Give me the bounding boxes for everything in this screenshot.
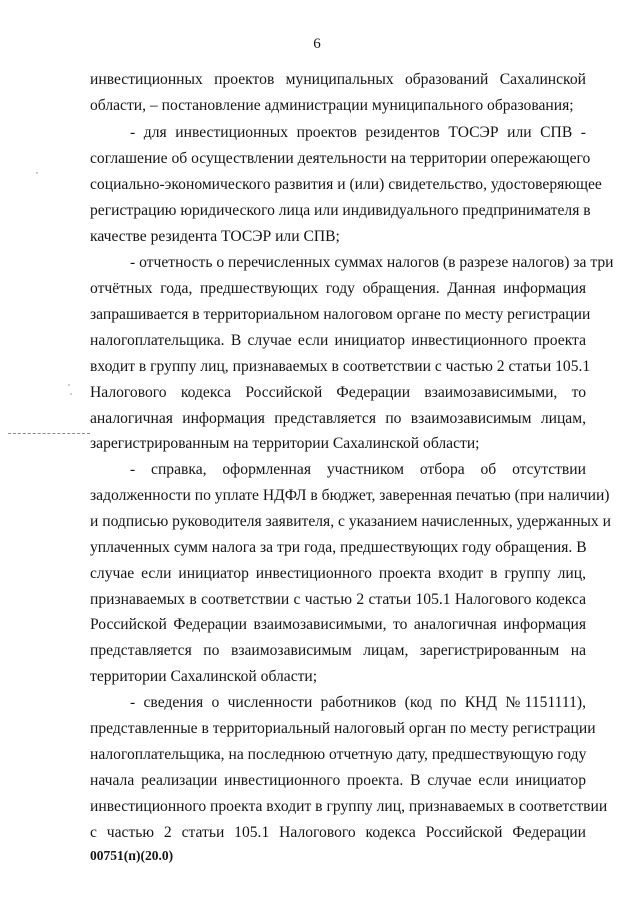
text-line: зарегистрированным на территории Сахалинской области; [90,435,480,452]
scan-speck [36,172,38,174]
text-line: и подписью руководителя заявителя, с указанием начисленных, удержанных и [90,513,611,530]
text-line: с частью 2 статьи 105.1 Налогового кодекса Российской Федерации [90,824,586,841]
margin-dash-line [8,433,90,434]
text-line: качестве резидента ТОСЭР или СПВ; [90,228,340,245]
text-line: инвестиционного проекта входит в группу лиц, признаваемых в соответствии [90,798,608,815]
text-line: территории Сахалинской области; [90,668,318,685]
text-line: уплаченных сумм налога за три года, предшествующих году обращения. В [90,539,587,556]
text-line: - справка, оформленная участником отбора об отсутствии [130,461,586,478]
text-line: Российской Федерации взаимозависимыми, то аналогичная информация [90,616,586,633]
scan-speck [70,393,72,395]
text-line: Налогового кодекса Российской Федерации взаимозависимыми, то [90,384,586,401]
text-line: начала реализации инвестиционного проекта. В случае если инициатор [90,772,586,789]
text-line: инвестиционных проектов муниципальных образований Сахалинской [90,71,586,88]
document-code: 00751(п)(20.0) [90,848,174,863]
text-line: случае если инициатор инвестиционного проекта входит в группу лиц, [90,565,586,582]
text-line: налогоплательщика. В случае если инициатор инвестиционного проекта [90,332,586,349]
text-line: - для инвестиционных проектов резидентов ТОСЭР или СПВ - [130,124,586,141]
text-line: - сведения о численности работников (код по КНД №1151111), [130,694,586,711]
text-line: запрашивается в территориальном налоговом органе по месту регистрации [90,306,591,323]
scan-speck [68,384,70,386]
text-line: соглашение об осуществлении деятельности на территории опережающего [90,150,591,167]
text-line: - отчетность о перечисленных суммах налогов (в разрезе налогов) за три [130,254,614,271]
text-line: отчётных года, предшествующих году обращения. Данная информация [90,280,586,297]
text-line: задолженности по уплате НДФЛ в бюджет, заверенная печатью (при наличии) [90,487,610,504]
text-line: регистрацию юридического лица или индивидуального предпринимателя в [90,202,591,219]
text-line: представляется по взаимозависимым лицам, зарегистрированным на [90,642,586,659]
page-number: 6 [313,36,321,52]
text-line: признаваемых в соответствии с частью 2 статьи 105.1 Налогового кодекса [90,591,586,608]
text-line: налогоплательщика, на последнюю отчетную дату, предшествующую году [90,746,587,763]
text-line: социально-экономического развития и (или) свидетельство, удостоверяющее [90,176,602,193]
text-line: входит в группу лиц, признаваемых в соответствии с частью 2 статьи 105.1 [90,358,591,375]
text-line: области, – постановление администрации муниципального образования; [90,97,574,114]
text-line: представленные в территориальный налоговый орган по месту регистрации [90,720,596,737]
text-line: аналогичная информация представляется по взаимозависимым лицам, [90,410,586,427]
